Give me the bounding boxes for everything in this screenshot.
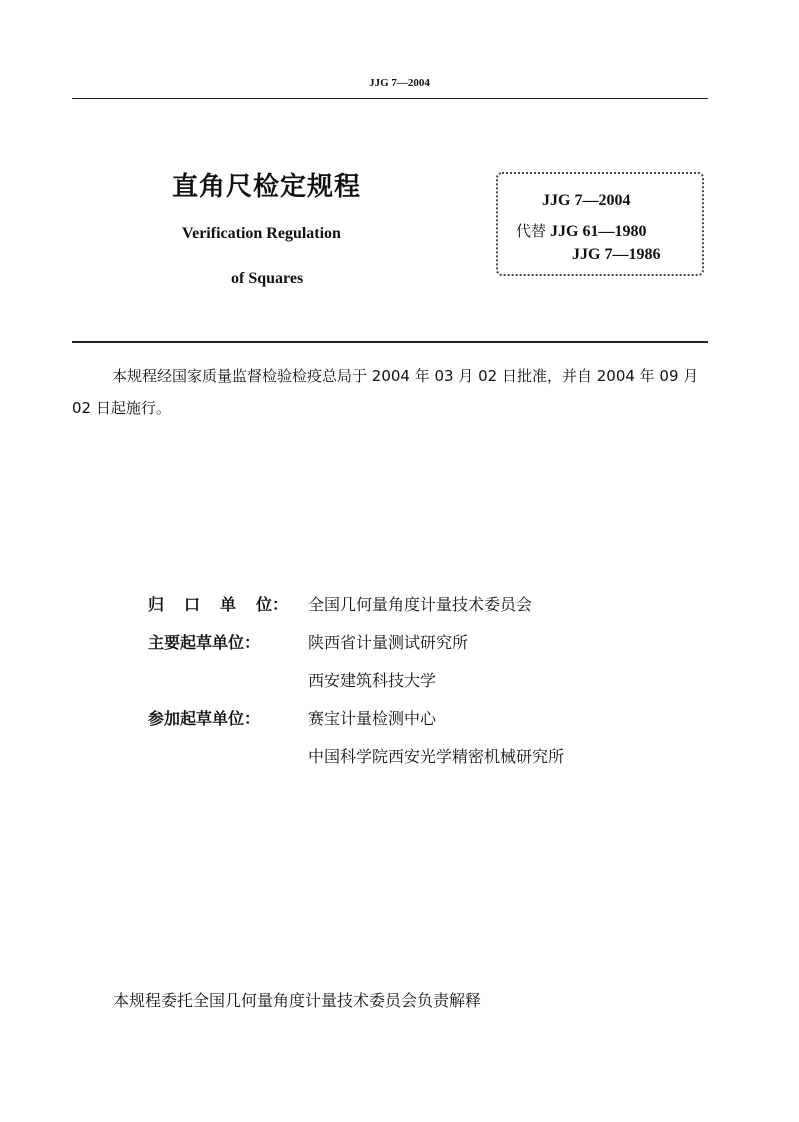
replaced-standard-code-2: JJG 7—1986 [572, 246, 661, 263]
header-rule [72, 98, 708, 99]
responsible-unit-value: 全国几何量角度计量技术委员会 [308, 595, 533, 614]
header-standard-code: JJG 7—2004 [369, 77, 430, 89]
replaced-standard-code-1: JJG 61—1980 [550, 223, 647, 240]
main-drafting-value-2: 西安建筑科技大学 [308, 671, 437, 690]
section-rule [72, 341, 708, 343]
participating-drafting-value-2: 中国科学院西安光学精密机械研究所 [308, 747, 565, 766]
standard-code-box [496, 172, 704, 276]
participating-drafting-value-1: 赛宝计量检测中心 [308, 709, 437, 728]
title-english-line2: of Squares [231, 270, 304, 287]
current-standard-code: JJG 7—2004 [542, 192, 631, 209]
approval-statement: 本规程经国家质量监督检验检疫总局于 2004 年 03 月 02 日批准，并自 2004 年 09 月 02 日起施行。 [72, 367, 699, 417]
responsible-unit-label: 归 口 单 位： [148, 595, 289, 614]
main-drafting-label: 主要起草单位： [148, 633, 261, 652]
participating-drafting-label: 参加起草单位： [148, 709, 261, 728]
replaces-prefix: 代替 [516, 222, 547, 240]
replaces-line [516, 220, 646, 241]
title-chinese: 直角尺检定规程 [172, 172, 362, 202]
main-drafting-value-1: 陕西省计量测试研究所 [308, 633, 469, 652]
title-english-line1: Verification Regulation [182, 225, 341, 242]
interpretation-note: 本规程委托全国几何量角度计量技术委员会负责解释 [113, 991, 482, 1010]
